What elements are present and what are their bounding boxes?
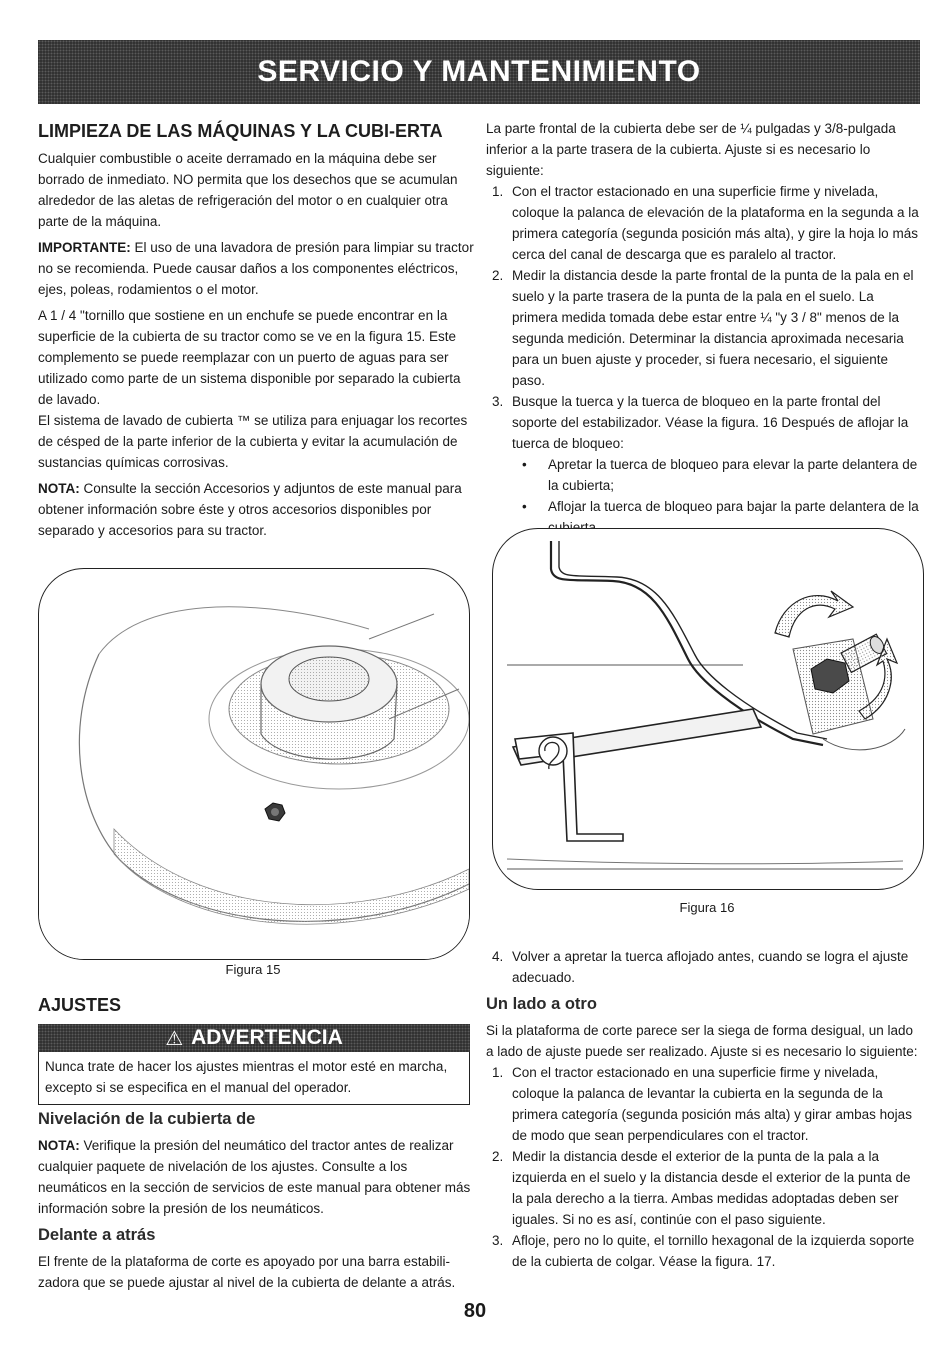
figure-16-caption: Figura 16 [679,900,735,915]
left-column-top [38,120,474,541]
plug-paragraph: A 1 / 4 "tornillo que sostiene en un enchufe se puede encontrar en la superficie de la cubierta de su tractor como se ve en la figura 15. Este complemento se puede reemplazar con un puerto de aguas para ser utilizado como parte de un sistema disponible por separado la cubierta de lavado. [38,308,461,407]
heading-leveling: Nivelación de la cubierta de [38,1110,256,1128]
bullet-item: • Apretar la tuerca de bloqueo para elevar la parte delantera de la cubierta; [486,454,922,496]
warning-text: Nunca trate de hacer los ajustes mientras el motor esté en marcha, excepto si se especifica en el manual del operador. [45,1059,448,1095]
heading-adjustments: AJUSTES [38,995,122,1015]
warning-title: ADVERTENCIA [191,1026,343,1049]
mower-deck-illustration [39,569,469,959]
front-steps-list [486,181,922,454]
front-back-paragraph: El frente de la plataforma de corte es apoyado por una barra estabili-zadora que se puede ajustar al nivel de la cubierta de delante a atrás. [38,1254,456,1290]
list-item: 1. Con el tractor estacionado en una superficie firme y nivelada, coloque la palanca de levantar la cubierta en la segunda de la primera categoría (segunda posición más alta) y girar ambas hojas de modo que sean perpendiculares con el tractor. [492,1065,912,1143]
heading-front-back: Delante a atrás [38,1226,156,1244]
important-label: IMPORTANTE: [38,240,131,255]
left-column-bottom [38,1108,474,1293]
side-intro: Si la plataforma de corte parece ser la siega de forma desigual, un lado a lado de ajuste puede ser realizado. Ajuste si es necesario lo siguiente: [486,1023,918,1059]
page-number: 80 [463,1300,487,1322]
section-title: SERVICIO Y MANTENIMIENTO [257,55,701,88]
list-item: 1. Con el tractor estacionado en una superficie firme y nivelada, coloque la palanca de elevación de la plataforma en la segunda a la primera categoría (segunda posición más alta), y gire la hoja lo más cerca del canal de descarga que es paralelo al tractor. [492,184,919,262]
front-intro: La parte frontal de la cubierta debe ser de ¼ pulgadas y 3/8-pulgada inferior a la parte trasera de la cubierta. Ajuste si es necesario lo siguiente: [486,121,896,178]
warning-triangle-icon: ⚠ [165,1027,184,1050]
warning-box [38,1024,470,1105]
right-column-top [486,118,922,538]
list-item: 3. Afloje, pero no lo quite, el tornillo hexagonal de la izquierda soporte de la cubierta de colgar. Véase la figura. 17. [492,1233,915,1269]
important-text: El uso de una lavadora de presión para limpiar su tractor no se recomienda. Puede causar daños a los componentes eléctricos, ejes, poleas, rodamientos o el motor. [38,240,474,297]
figure-16-frame [492,528,924,890]
note-paragraph [38,478,474,541]
cleaning-paragraph: Cualquier combustible o aceite derramado en la máquina debe ser borrado de inmediato. NO permita que los desechos que se acumulan alrededor de las aletas de refrigeración del motor o en cualquier otra parte de la máquina. [38,151,458,229]
important-paragraph [38,237,474,300]
side-steps-list [486,1062,922,1272]
note2-text: Verifique la presión del neumático del tractor antes de realizar cualquier paquete de nivelación de los ajustes. Consulte a los neumáticos en la sección de servicios de este manual para obtener más información sobre la presión de los neumáticos. [38,1138,471,1216]
note-text: Consulte la sección Accesorios y adjuntos de este manual para obtener información sobre éste y otros accesorios disponibles por separado y accesorios para su tractor. [38,481,462,538]
warning-header [38,1024,470,1052]
list-item: 2. Medir la distancia desde el exterior de la punta de la pala a la izquierda en el suelo y la distancia desde el exterior de la punta de la pala derecho a la tierra. Ambas medidas adoptadas deben ser iguales. Si no es así, continúe con el paso siguiente. [492,1149,911,1227]
right-column-bottom [486,946,922,1272]
adjust-heading-wrap [38,994,474,1017]
heading-cleaning: LIMPIEZA DE LAS MÁQUINAS Y LA CUBI-ERTA [38,121,443,141]
step4-list [486,946,922,988]
list-item: 3. Busque la tuerca y la tuerca de bloqueo en la parte frontal del soporte del estabilizador. Véase la figura. 16 Después de aflojar la tuerca de bloqueo: [492,394,909,451]
list-item: 4. Volver a apretar la tuerca aflojado antes, cuando se logra el ajuste adecuado. [492,949,909,985]
stabilizer-bracket-illustration [493,529,923,889]
locknut-bullets [486,454,922,538]
warning-body [38,1052,470,1105]
section-banner [38,40,920,104]
note2-label: NOTA: [38,1138,80,1153]
note2-paragraph [38,1135,474,1219]
figure-15-caption: Figura 15 [225,962,281,977]
wash-system-paragraph: El sistema de lavado de cubierta ™ se utiliza para enjuagar los recortes de césped de la parte inferior de la cubierta y evitar la acumulación de sustancias químicas corrosivas. [38,413,468,470]
bullet-item: • Aflojar la tuerca de bloqueo para bajar la parte delantera de la [486,496,922,538]
figure-15-frame [38,568,470,960]
note-label: NOTA: [38,481,80,496]
heading-side-to-side: Un lado a otro [486,995,597,1013]
list-item: 2. Medir la distancia desde la parte frontal de la punta de la pala en el suelo y la parte trasera de la punta de la pala en el suelo. La primera medida tomada debe estar entre ¼ "y 3 / 8" menos de la segunda medición. Determinar la distancia aproximada necesaria para un buen ajuste y proceder, si fuera necesario, el siguiente paso. [492,268,914,388]
